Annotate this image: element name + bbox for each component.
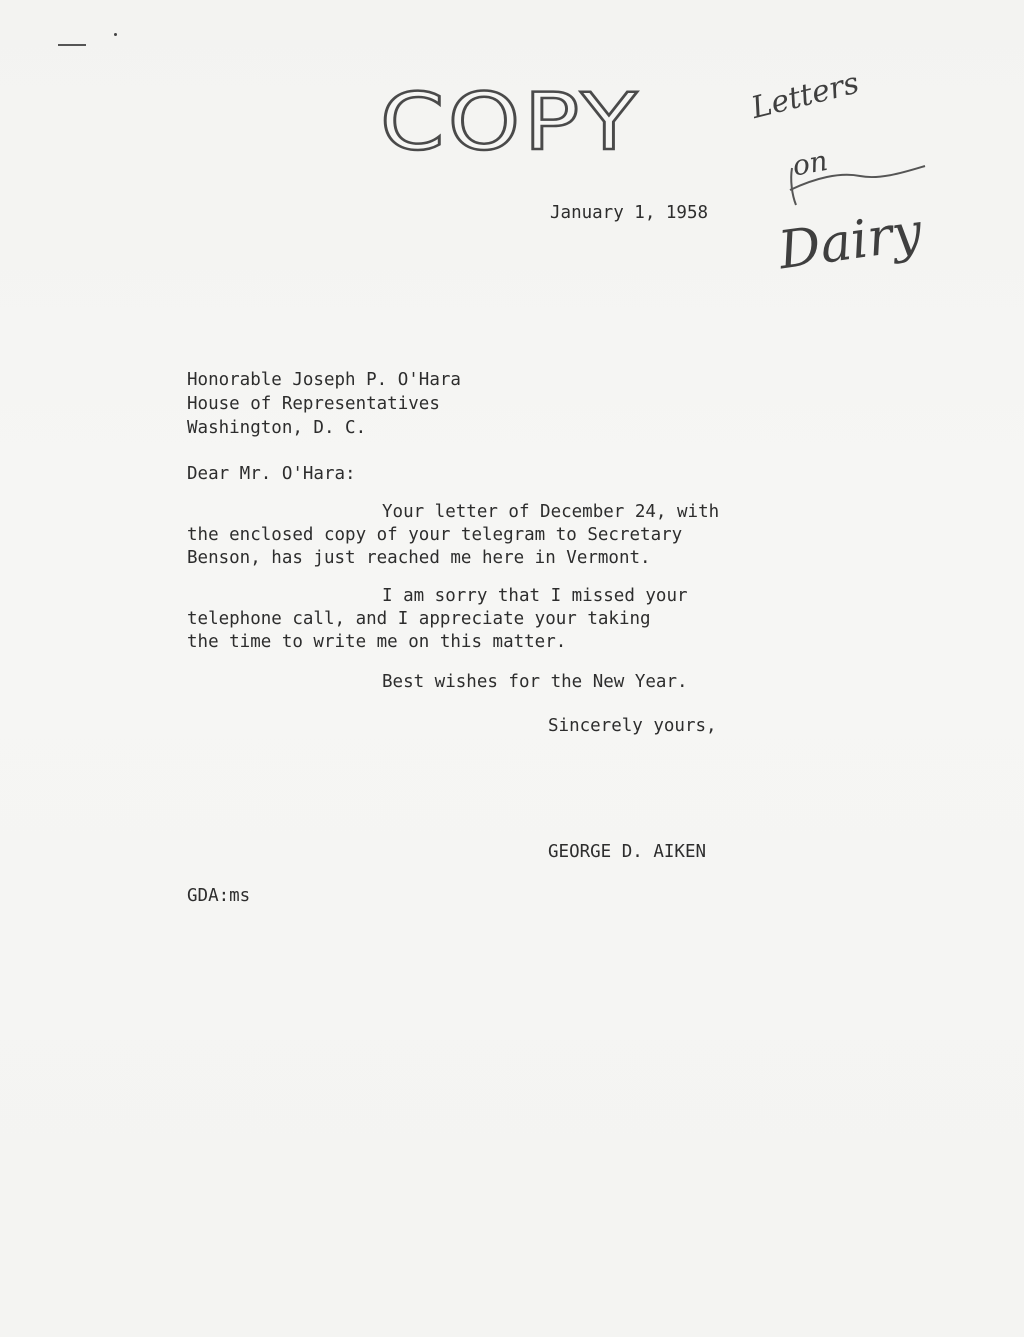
body-paragraph-3: Best wishes for the New Year. [382,672,688,692]
handwritten-note-line3: Dairy [775,202,926,282]
body-paragraph-2-line-3: the time to write me on this matter. [187,632,567,652]
salutation: Dear Mr. O'Hara: [187,464,356,484]
body-paragraph-1-line-3: Benson, has just reached me here in Vermont. [187,548,651,568]
reference-initials: GDA:ms [187,886,251,906]
edge-dot [114,33,117,36]
handwritten-note-line2: on [790,143,831,183]
edge-mark [58,44,86,46]
letter-date: January 1, 1958 [550,203,709,223]
addressee-office: House of Representatives [187,394,440,414]
closing: Sincerely yours, [548,716,717,736]
body-paragraph-2-line-2: telephone call, and I appreciate your taking [187,609,651,629]
copy-stamp: COPY [380,78,641,168]
addressee-name: Honorable Joseph P. O'Hara [187,370,461,390]
body-paragraph-1-line-1: Your letter of December 24, with [382,502,720,522]
handwritten-note-line1: Letters [748,65,863,126]
signature-name: GEORGE D. AIKEN [548,842,707,862]
body-paragraph-1-line-2: the enclosed copy of your telegram to Secretary [187,525,683,545]
addressee-city: Washington, D. C. [187,418,367,438]
body-paragraph-2-line-1: I am sorry that I missed your [382,586,688,606]
